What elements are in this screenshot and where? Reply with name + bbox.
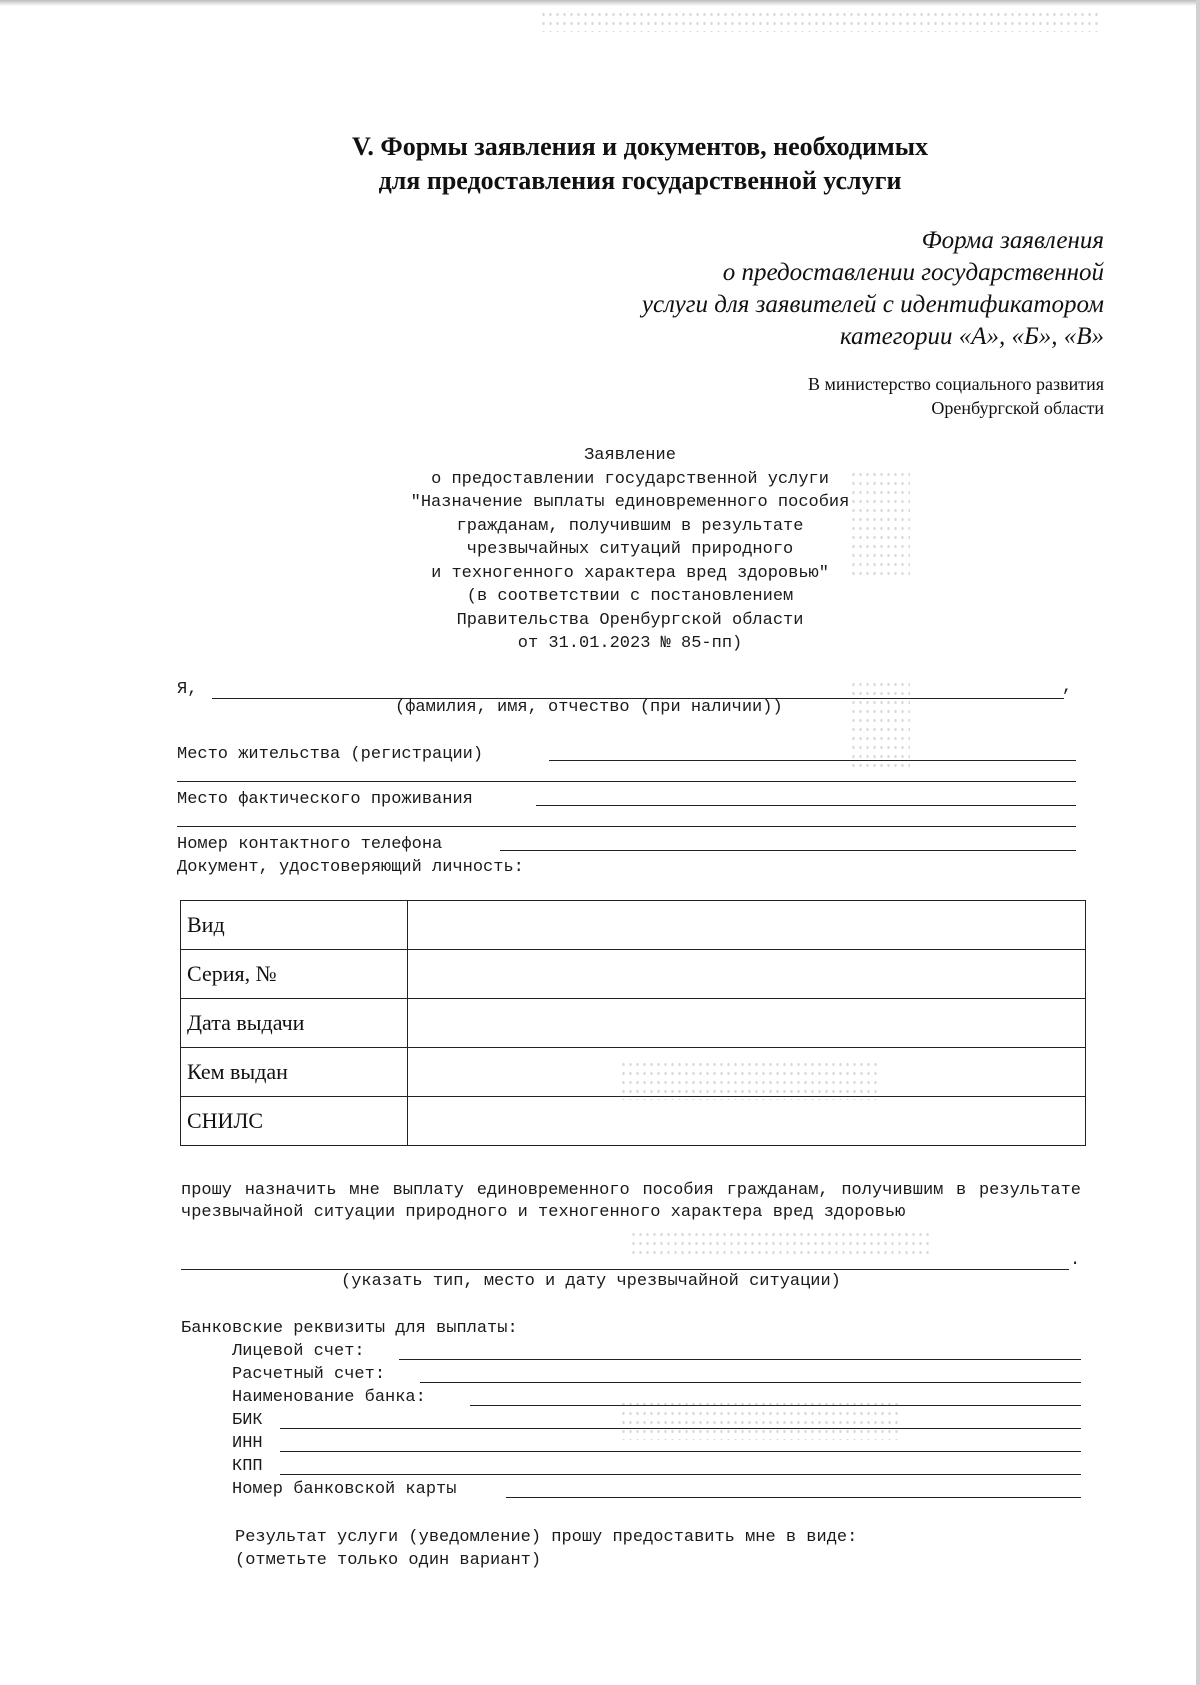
inn-field[interactable] xyxy=(280,1451,1081,1452)
addressee-line: В министерство социального развития xyxy=(807,374,1104,394)
settlement-account-field[interactable] xyxy=(420,1382,1081,1383)
fio-hint: (фамилия, имя, отчество (при наличии)) xyxy=(395,698,783,717)
id-issued-by-value[interactable] xyxy=(408,1048,1086,1097)
bik-field[interactable] xyxy=(280,1428,1081,1429)
statement-line: от 31.01.2023 № 85-пп) xyxy=(517,634,743,653)
form-caption xyxy=(504,225,1104,353)
statement-line: Правительства Оренбургской области xyxy=(456,610,804,630)
form-caption-line: Форма заявления xyxy=(921,227,1104,254)
statement-line: гражданам, получившим в результате xyxy=(456,516,804,536)
id-document-table xyxy=(180,900,1086,1146)
snils-label: СНИЛС xyxy=(181,1097,408,1146)
table-row xyxy=(181,999,1086,1048)
addressee-line: Оренбургской области xyxy=(931,398,1104,418)
form-caption-line: услуги для заявителей с идентификатором xyxy=(641,291,1104,318)
id-issue-date-label: Дата выдачи xyxy=(181,999,408,1048)
statement-line: и техногенного характера вред здоровью" xyxy=(431,563,829,583)
section-title-line: для предоставления государственной услуги xyxy=(378,166,902,195)
id-series-label: Серия, № xyxy=(181,950,408,999)
id-issue-date-value[interactable] xyxy=(408,999,1086,1048)
personal-account-field[interactable] xyxy=(399,1359,1081,1360)
scan-noise xyxy=(620,1400,900,1440)
form-caption-line: о предоставлении государственной xyxy=(722,259,1104,286)
section-title-line: V. Формы заявления и документов, необходимых xyxy=(351,132,929,161)
settlement-account-label: Расчетный счет: xyxy=(232,1365,386,1384)
form-caption-line: категории «А», «Б», «В» xyxy=(839,323,1104,350)
statement-line: Заявление xyxy=(584,446,676,465)
residence-field-continued[interactable] xyxy=(177,781,1076,782)
bank-heading: Банковские реквизиты для выплаты: xyxy=(181,1319,518,1338)
phone-field[interactable] xyxy=(500,850,1076,851)
scan-noise xyxy=(540,10,1100,32)
result-delivery-hint: (отметьте только один вариант) xyxy=(235,1551,542,1570)
actual-residence-field[interactable] xyxy=(536,805,1076,806)
residence-field[interactable] xyxy=(549,760,1076,761)
section-title xyxy=(260,130,1020,198)
bank-name-field[interactable] xyxy=(470,1405,1081,1406)
inn-label: ИНН xyxy=(232,1434,263,1453)
table-row xyxy=(181,1097,1086,1146)
snils-value[interactable] xyxy=(408,1097,1086,1146)
id-issued-by-label: Кем выдан xyxy=(181,1048,408,1097)
emergency-details-field[interactable] xyxy=(181,1269,1069,1270)
card-number-field[interactable] xyxy=(506,1497,1081,1498)
personal-account-label: Лицевой счет: xyxy=(232,1342,365,1361)
kpp-field[interactable] xyxy=(280,1474,1081,1475)
id-type-value[interactable] xyxy=(408,901,1086,950)
residence-label: Место жительства (регистрации) xyxy=(177,745,484,764)
card-number-label: Номер банковской карты xyxy=(232,1480,457,1499)
statement-heading xyxy=(330,444,930,656)
kpp-label: КПП xyxy=(232,1457,263,1476)
statement-line: (в соответствии с постановлением xyxy=(466,587,794,606)
id-type-label: Вид xyxy=(181,901,408,950)
result-delivery-label: Результат услуги (уведомление) прошу предоставить мне в виде: xyxy=(235,1528,858,1547)
table-row xyxy=(181,901,1086,950)
scan-edge xyxy=(0,0,1200,6)
request-text: прошу назначить мне выплату единовременного пособия гражданам, получившим в результате чрезвычайной ситуации природного и техногенного характера вред здоровью xyxy=(181,1181,1081,1222)
applicant-name-comma: , xyxy=(1062,678,1073,697)
bik-label: БИК xyxy=(232,1411,263,1430)
id-document-label: Документ, удостоверяющий личность: xyxy=(177,858,524,877)
scan-noise xyxy=(630,1230,930,1260)
request-period: . xyxy=(1070,1251,1081,1270)
actual-residence-label: Место фактического проживания xyxy=(177,790,473,809)
statement-line: о предоставлении государственной услуги xyxy=(431,469,829,489)
table-row xyxy=(181,1048,1086,1097)
scan-noise xyxy=(850,680,910,770)
id-series-value[interactable] xyxy=(408,950,1086,999)
emergency-details-hint: (указать тип, место и дату чрезвычайной ситуации) xyxy=(341,1272,841,1291)
statement-line: "Назначение выплаты единовременного пособия xyxy=(410,493,850,512)
actual-residence-field-continued[interactable] xyxy=(177,826,1076,827)
addressee xyxy=(584,372,1104,420)
bank-name-label: Наименование банка: xyxy=(232,1388,426,1407)
scan-edge xyxy=(1196,0,1200,1685)
statement-line: чрезвычайных ситуаций природного xyxy=(466,540,794,559)
table-row xyxy=(181,950,1086,999)
phone-label: Номер контактного телефона xyxy=(177,835,443,854)
applicant-ya-label: Я, xyxy=(177,680,198,699)
